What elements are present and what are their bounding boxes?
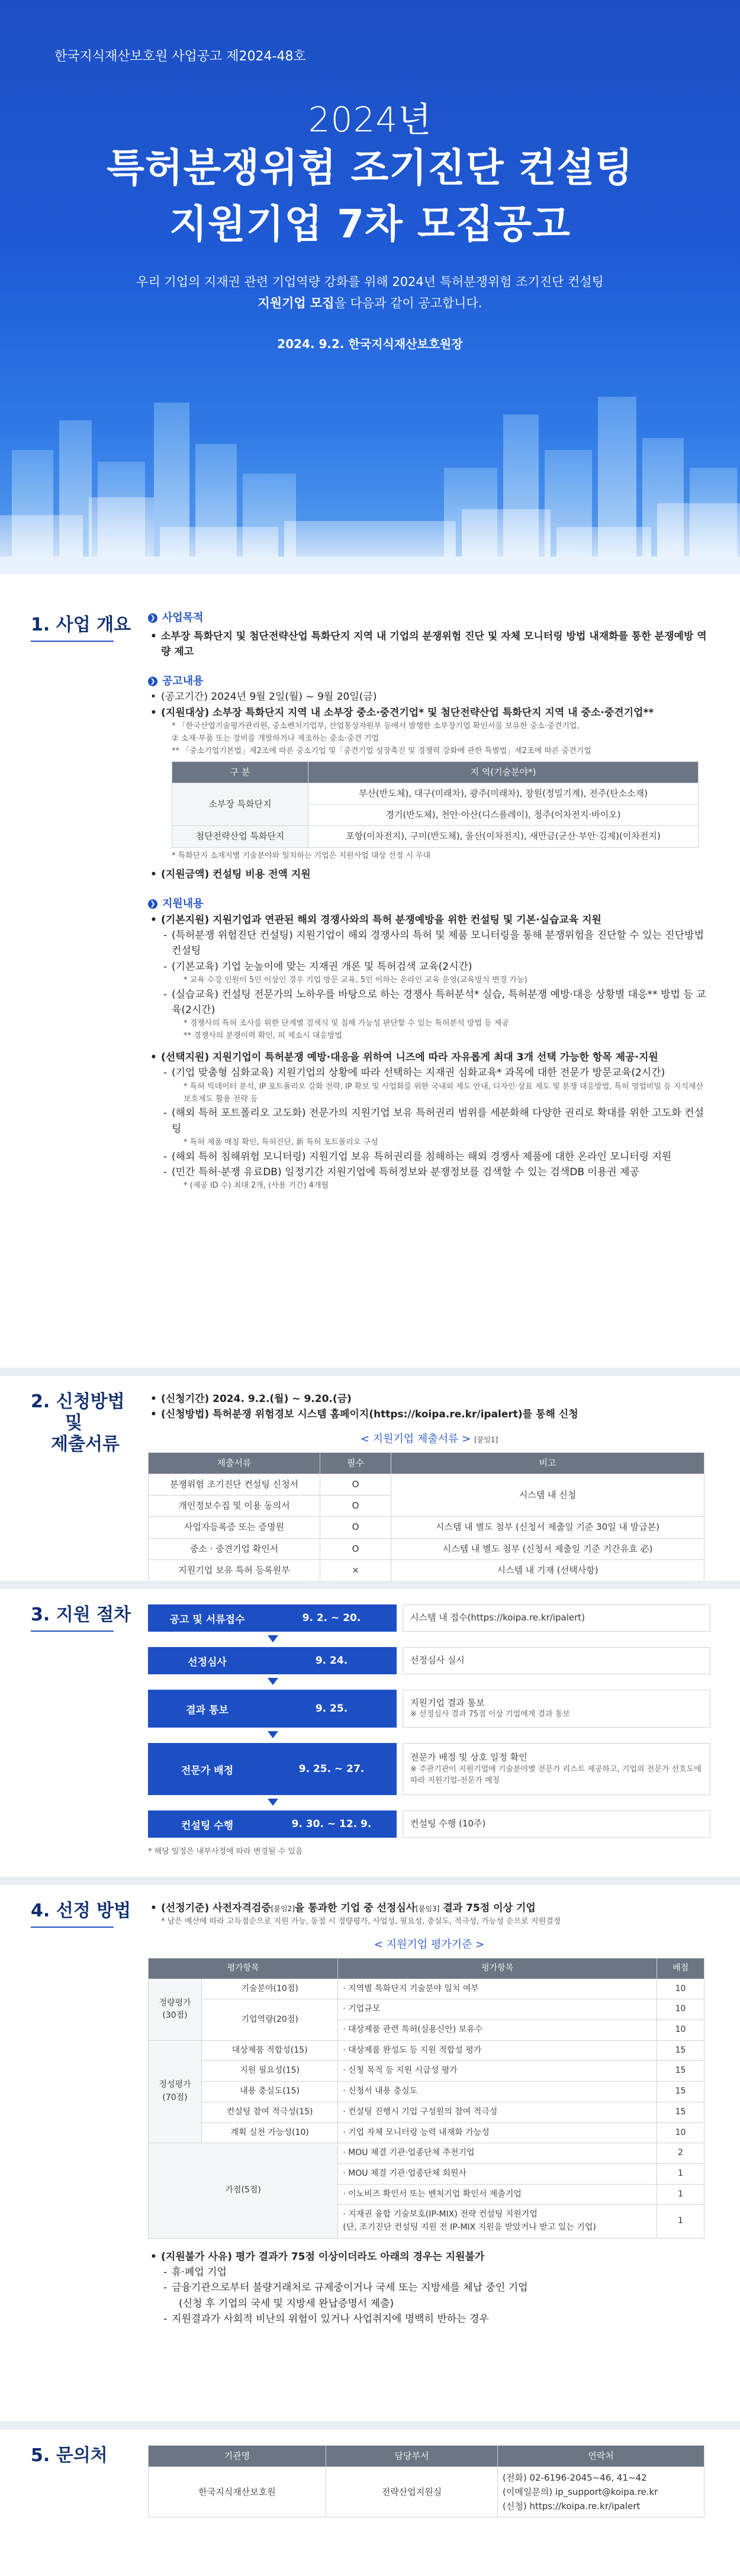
step-review: 선정심사 9. 24. [148, 1647, 397, 1674]
evaluation-table-title: < 지원기업 평가기준 > [374, 1938, 485, 1951]
basic-item-b: - (기본교육) 기업 눈높이에 맞는 지재권 개론 및 특허검색 교육(2시간) [148, 959, 710, 975]
step-expert: 전문가 배정 9. 25. ~ 27. [148, 1743, 397, 1795]
notice-number: 한국지식재산보호원 사업공고 제2024-48호 [54, 49, 306, 64]
table-cell: 소부장 특화단지 [172, 783, 308, 826]
arrow-icon: ❯ [148, 613, 157, 623]
section-separator [0, 1877, 740, 1885]
notice-heading: ❯ 공고내용 [148, 673, 710, 690]
section-5-title: 5. 문의처 [31, 2445, 108, 2466]
hero-title-line2: 지원기업 7차 모집공고 [169, 201, 571, 247]
criteria-note: * 남은 예산에 따라 고득점순으로 지원 가능, 동점 시 정량평가, 사업성, 필요성, 충실도, 적극성, 가능성 순으로 지원결정 [161, 1917, 561, 1927]
table-header: 배점 [657, 1958, 704, 1979]
section-application [0, 1391, 740, 1575]
table-cell: 정량평가 (30점) [149, 1979, 202, 2040]
contact-email[interactable]: (이메일문의) ip_support@koipa.re.kr [503, 2487, 658, 2498]
select-item-b-note: * 특허 제품 매칭 확인, 특허진단, 新 특허 포트폴리오 구성 [184, 1138, 378, 1147]
target-note-1b: ② 소재·부품 또는 장비를 개발하거나 제조하는 중소·중견 기업 [172, 734, 379, 743]
section-2-title: 2. 신청방법 및 제출서류 [31, 1391, 125, 1455]
table-header: 평가항목 [338, 1958, 657, 1979]
exclusion-item-2: - 금융기관으로부터 불량거래처로 규제중이거나 국세 또는 지방세를 체납 중인 기업 [148, 2280, 710, 2295]
hero-intro-line1: 우리 기업의 지재권 관련 기업역량 강화를 위해 2024년 특허분쟁위험 조기진단 컨설팅 [136, 275, 604, 289]
evaluation-table [148, 1958, 704, 2239]
down-arrow-icon [268, 1799, 278, 1806]
table-row: · 지재권 융합 기술보호(IP-MIX) 전략 컨설팅 지원기업 (단, 조기진단 컨설팅 지원 전 IP-MIX 지원을 받았거나 받고 있는 기업) 1 [149, 2205, 704, 2238]
section-contact [0, 2445, 740, 2564]
basic-item-c-note2: ** 경쟁사의 분쟁이력 확인, 피 제소시 대응방법 [184, 1031, 342, 1041]
arrow-icon: ❯ [148, 899, 157, 909]
step-application: 공고 및 서류접수 9. 2. ~ 20. [148, 1604, 397, 1632]
notice-period: • (공고기간) 2024년 9월 2일(월) ~ 9월 20일(금) [148, 689, 710, 705]
target-note-2: ** 「중소기업기본법」제2조에 따른 중소기업 및「중견기업 성장촉진 및 경쟁력 강화에 관한 특별법」제2조에 따른 중견기업 [172, 746, 591, 755]
table-row [172, 783, 699, 804]
section-4-content [148, 1900, 710, 2327]
section-4-title: 4. 선정 방법 [31, 1900, 131, 1921]
table-row: 정량평가 (30점) 기술분야(10점) · 지역별 특화단지 기술분야 일치 여부 10 [149, 1979, 704, 1999]
section-1-title: 1. 사업 개요 [31, 615, 131, 635]
table-row: · MOU 체결 기관·업종단체 회원사 1 [149, 2163, 704, 2184]
select-item-c: - (해외 특허 침해위험 모니터링) 지원기업 보유 특허권리를 침해하는 해외 경쟁사 제품에 대한 온라인 모니터링 지원 [148, 1149, 710, 1165]
table-header: 담당부서 [326, 2446, 498, 2467]
section-separator [0, 1581, 740, 1589]
exclusion-item-3: - 지원결과가 사회적 비난의 위험이 있거나 사업취지에 명백히 반하는 경우 [148, 2311, 710, 2327]
contact-link[interactable]: (신청) https://koipa.re.kr/ipalert [503, 2501, 641, 2512]
hero-intro-line2: 지원기업 모집을 다음과 같이 공고합니다. [258, 296, 482, 310]
select-item-a-note: * 특허 빅데이터 분석, IP 포트폴리오 강화 전략, IP 확보 및 사업화를 위한 국내외 제도 안내, 디자인·상표 제도 및 분쟁 대응방법, 특허 영업비밀 등 지식재산 보호제도 활용 전략 등 [184, 1082, 704, 1104]
section-1-content [148, 610, 710, 1192]
basic-item-c-note1: * 경쟁사의 특허 조사를 위한 단계별 검색식 및 침해 가능성 판단할 수 있는 특허분석 방법 등 제공 [184, 1019, 509, 1028]
hero-year: 2024년 [308, 99, 432, 140]
contact-dept: 전략산업지원실 [326, 2467, 498, 2517]
hero-banner [0, 0, 740, 574]
exclusion-criteria: • (지원불가 사유) 평가 결과가 75점 이상이더라도 아래의 경우는 지원불가 [148, 2249, 710, 2265]
down-arrow-icon [268, 1731, 278, 1738]
table-cell: 정성평가 (70점) [149, 2040, 202, 2143]
step-result: 결과 통보 9. 25. [148, 1690, 397, 1728]
select-item-a: - (기업 맞춤형 심화교육) 지원기업의 상황에 따라 선택하는 지재권 심화교육* 과목에 대한 전문가 방문교육(2시간) [148, 1065, 710, 1080]
table-row [149, 2467, 704, 2517]
table-row [172, 826, 699, 847]
section-divider [31, 1927, 114, 1928]
support-heading: ❯ 지원내용 [148, 896, 710, 912]
step-result-desc: 지원기업 결과 통보 ※ 선정심사 결과 75점 이상 기업에게 결과 통보 [403, 1690, 710, 1728]
table-header: 비고 [391, 1452, 704, 1474]
section-overview [0, 610, 740, 1362]
table-cell: 부산(반도체), 대구(미래차), 광주(미래차), 창원(정밀기계), 전주(탄소소재) [308, 783, 699, 804]
section-separator [0, 2421, 740, 2430]
select-item-d-note: * (제공 ID 수) 최대 2개, (사용 기간) 4개월 [184, 1181, 329, 1191]
step-expert-desc: 전문가 배정 및 상호 일정 확인 ※ 주관기관이 지원기업에 기술분야별 전문가 리스트 제공하고, 기업의 전문가 선호도에 따라 지원기업-전문가 매칭 [403, 1743, 710, 1795]
table-header: 구 분 [172, 761, 308, 783]
documents-table-title: < 지원기업 제출서류 > [붙임1] [360, 1432, 498, 1445]
contact-org: 한국지식재산보호원 [149, 2467, 326, 2517]
step-consulting: 컨설팅 수행 9. 30. ~ 12. 9. [148, 1810, 397, 1838]
table-row: 개인정보수집 및 이용 동의서 O [149, 1496, 704, 1517]
purpose-heading: ❯ 사업목적 [148, 610, 710, 626]
table-cell: 첨단전략산업 특화단지 [172, 826, 308, 847]
notice-target: • (지원대상) 소부장 특화단지 지역 내 소부장 중소·중견기업* 및 첨단전략산업 특화단지 지역 내 중소·중견기업** [148, 705, 710, 721]
contact-info: (전화) 02-6196-2045~46, 41~42 (이메일문의) ip_support@koipa.re.kr (신청) https://koipa.re.kr/ipalert [498, 2467, 704, 2517]
down-arrow-icon [268, 1678, 278, 1685]
target-note-1: * 「한국산업기술평가관리원, 중소벤처기업부, 산업통상자원부 등에서 발행한 소부장기업 확인서를 보유한 중소·중견기업, [172, 722, 580, 731]
section-divider [31, 1630, 114, 1632]
section-5-content [148, 2445, 710, 2517]
basic-item-c: - (실습교육) 컨설팅 전문가의 노하우를 바탕으로 하는 경쟁사 특허분석* 실습, 특허분쟁 예방·대응 상황별 대응** 방법 등 교육(2시간) [148, 987, 710, 1018]
table-row: 기업역량(20점) · 기업규모 10 [149, 1999, 704, 2020]
table-row: 분쟁위험 조기진단 컨설팅 신청서 O 시스템 내 신청 [149, 1474, 704, 1495]
table-header: 평가항목 [149, 1958, 338, 1979]
table-row: · 대상제품 관련 특허(실용신안) 보유수 10 [149, 2020, 704, 2041]
hero-date: 2024. 9.2. 한국지식재산보호원장 [277, 337, 463, 351]
contact-table [148, 2445, 704, 2517]
section-3-title: 3. 지원 절차 [31, 1604, 131, 1625]
documents-table [148, 1452, 704, 1582]
basic-item-a: - (특허분쟁 위험진단 컨설팅) 지원기업이 해외 경쟁사의 특허 및 제품 모니터링을 통해 분쟁위험을 진단할 수 있는 진단방법 컨설팅 [148, 928, 710, 959]
down-arrow-icon [268, 1635, 278, 1642]
table-row: 내용 충실도(15) · 신청서 내용 충실도 15 [149, 2082, 704, 2102]
table-cell: 포항(이차전지), 구미(반도체), 울산(이차전지), 새만금(군산·부안·김제)(이차전지) [308, 826, 699, 847]
table-note: * 특화단지 소재지별 기술분야와 일치하는 기업은 지원사업 대상 선정 시 우대 [172, 851, 431, 860]
step-application-desc: 시스템 내 접수(https://koipa.re.kr/ipalert) [403, 1604, 710, 1632]
application-period: • (신청기간) 2024. 9.2.(월) ~ 9.20.(금) [148, 1391, 710, 1407]
table-row: 가점(5점) · MOU 체결 기관·업종단체 추천기업 2 [149, 2143, 704, 2164]
section-2-content [148, 1391, 710, 1581]
basic-item-b-note: * 교육 수강 인원이 5인 이상인 경우 기업 방문 교육, 5인 이하는 온라인 교육 운영(교육방식 변경 가능) [184, 975, 527, 985]
table-cell: 가점(5점) [149, 2143, 338, 2238]
section-procedure [0, 1604, 740, 1942]
table-row: 컨설팅 참여 적극성(15) · 컨설팅 진행시 기업 구성원의 참여 적극성 15 [149, 2102, 704, 2122]
exclusion-item-2b: (신청 후 기업의 국세 및 지방세 완납증명서 제출) [179, 2297, 394, 2310]
exclusion-item-1: - 휴·폐업 기업 [148, 2265, 710, 2280]
arrow-icon: ❯ [148, 677, 157, 686]
hero-title-line1: 특허분쟁위험 조기진단 컨설팅 [107, 145, 633, 191]
table-cell: 경기(반도체), 천안·아산(디스플레이), 청주(이차전지·바이오) [308, 805, 699, 826]
basic-support: • (기본지원) 지원기업과 연관된 해외 경쟁사와의 특허 분쟁예방을 위한 컨설팅 및 기본·실습교육 지원 [148, 912, 710, 928]
selection-criteria: • (선정기준) 사전자격검증[붙임2]을 통과한 기업 중 선정심사[붙임3] 결과 75점 이상 기업 [148, 1900, 710, 1916]
table-row: 지원 필요성(15) · 신청 목적 등 지원 시급성 평가 15 [149, 2061, 704, 2082]
table-header: 지 역(기술분야*) [308, 761, 699, 783]
table-row: 계획 실천 가능성(10) · 기업 자체 모니터링 능력 내재화 가능성 10 [149, 2122, 704, 2143]
purpose-text: • 소부장 특화단지 및 첨단전략산업 특화단지 지역 내 기업의 분쟁위험 진단 및 자체 모니터링 방법 내재화를 통한 분쟁예방 역량 제고 [148, 629, 710, 660]
region-table [172, 761, 699, 848]
section-selection [0, 1900, 740, 2392]
step-review-desc: 선정심사 실시 [403, 1647, 710, 1674]
select-item-b: - (해외 특허 포트폴리오 고도화) 전문가의 지원기업 보유 특허권리 범위를 세분화해 다양한 권리로 확대를 위한 고도화 컨설팅 [148, 1105, 710, 1137]
table-header: 기관명 [149, 2446, 326, 2467]
table-row: 사업자등록증 또는 증명원 O 시스템 내 별도 첨부 (신청서 제출일 기준 30일 내 발급본) [149, 1517, 704, 1538]
section-separator [0, 1368, 740, 1376]
table-row: · 이노비즈 확인서 또는 벤처기업 확인서 제출기업 1 [149, 2184, 704, 2205]
select-item-d: - (민간 특허·분쟁 유료DB) 일정기간 지원기업에 특허정보와 분쟁정보를 검색할 수 있는 검색DB 이용권 제공 [148, 1165, 710, 1180]
section-divider [31, 641, 114, 642]
table-row: 지원기업 보유 특허 등록원부 × 시스템 내 기재 (선택사항) [149, 1559, 704, 1581]
table-header: 제출서류 [149, 1452, 320, 1474]
procedure-note: * 해당 일정은 내부사정에 따라 변경될 수 있음 [148, 1847, 303, 1856]
step-consulting-desc: 컨설팅 수행 (10주) [403, 1810, 710, 1838]
notice-amount: • (지원금액) 컨설팅 비용 전액 지원 [148, 867, 710, 882]
table-row: 중소 · 중견기업 확인서 O 시스템 내 별도 첨부 (신청서 제출일 기준 기간유효 必) [149, 1538, 704, 1559]
city-skyline-illustration [0, 379, 740, 574]
select-support: • (선택지원) 지원기업이 특허분쟁 예방·대응을 위하여 니즈에 따라 자유롭게 최대 3개 선택 가능한 항목 제공·지원 [148, 1050, 710, 1065]
table-header: 연락처 [498, 2446, 704, 2467]
table-header: 필수 [320, 1452, 391, 1474]
table-row: 정성평가 (70점) 대상제품 적합성(15) · 대상제품 완성도 등 지원 적합성 평가 15 [149, 2040, 704, 2061]
application-method: • (신청방법) 특허분쟁 위험경보 시스템 홈페이지(https://koipa.re.kr/ipalert)를 통해 신청 [148, 1407, 710, 1422]
